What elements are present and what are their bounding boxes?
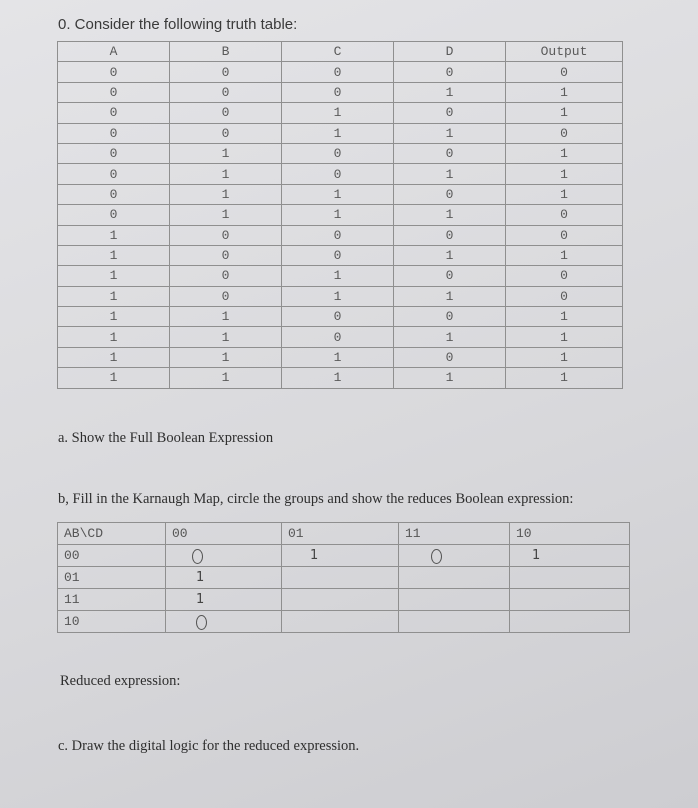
handwritten-value: 1 [310, 548, 319, 563]
cell-b: 0 [170, 123, 282, 143]
cell-a: 0 [58, 143, 170, 163]
kmap-cell[interactable] [166, 589, 282, 611]
cell-a: 1 [58, 266, 170, 286]
kmap-cell[interactable] [166, 567, 282, 589]
kmap-corner-label: AB\CD [58, 523, 166, 545]
cell-b: 0 [170, 286, 282, 306]
cell-b: 1 [170, 143, 282, 163]
truth-table-row [58, 286, 623, 306]
cell-output: 0 [506, 123, 623, 143]
truth-table-row [58, 164, 623, 184]
reduced-expression-label: Reduced expression: [60, 673, 181, 689]
part-c-prompt: c. Draw the digital logic for the reduced expression. [58, 738, 360, 754]
cell-b: 1 [170, 184, 282, 204]
kmap-row-header: 11 [58, 589, 166, 611]
cell-c: 1 [282, 184, 394, 204]
cell-d: 0 [394, 307, 506, 327]
cell-output: 1 [506, 327, 623, 347]
truth-table-row [58, 103, 623, 123]
cell-output: 0 [506, 205, 623, 225]
kmap-cell[interactable] [282, 611, 399, 633]
cell-d: 1 [394, 205, 506, 225]
cell-b: 1 [170, 368, 282, 388]
cell-c: 0 [282, 164, 394, 184]
kmap-col-10: 10 [510, 523, 630, 545]
kmap-cell[interactable] [399, 611, 510, 633]
cell-a: 1 [58, 225, 170, 245]
handwritten-zero-icon [196, 615, 207, 630]
cell-output: 0 [506, 266, 623, 286]
cell-d: 0 [394, 184, 506, 204]
question-0-title: 0. Consider the following truth table: [58, 16, 298, 33]
header-output: Output [506, 42, 623, 62]
cell-b: 0 [170, 225, 282, 245]
kmap-cell[interactable] [399, 545, 510, 567]
kmap-row-header: 00 [58, 545, 166, 567]
cell-b: 0 [170, 245, 282, 265]
cell-a: 0 [58, 62, 170, 82]
kmap-cell[interactable] [282, 567, 399, 589]
cell-d: 0 [394, 62, 506, 82]
kmap-row [58, 611, 630, 633]
cell-d: 0 [394, 143, 506, 163]
handwritten-value: 1 [196, 592, 205, 607]
cell-output: 1 [506, 347, 623, 367]
kmap-row [58, 545, 630, 567]
kmap-col-01: 01 [282, 523, 399, 545]
cell-b: 1 [170, 307, 282, 327]
truth-table-row [58, 347, 623, 367]
karnaugh-map [57, 522, 630, 633]
cell-a: 0 [58, 123, 170, 143]
kmap-cell[interactable] [282, 545, 399, 567]
cell-output: 0 [506, 62, 623, 82]
cell-c: 0 [282, 327, 394, 347]
kmap-row-header: 10 [58, 611, 166, 633]
cell-d: 0 [394, 103, 506, 123]
cell-c: 0 [282, 225, 394, 245]
cell-output: 1 [506, 164, 623, 184]
handwritten-value: 1 [196, 570, 205, 585]
cell-c: 0 [282, 82, 394, 102]
cell-d: 1 [394, 327, 506, 347]
cell-d: 1 [394, 123, 506, 143]
cell-a: 1 [58, 245, 170, 265]
truth-table-row [58, 327, 623, 347]
handwritten-zero-icon [192, 549, 203, 564]
cell-output: 1 [506, 184, 623, 204]
cell-b: 0 [170, 82, 282, 102]
cell-a: 0 [58, 184, 170, 204]
cell-d: 0 [394, 266, 506, 286]
truth-table-header-row [58, 42, 623, 62]
cell-a: 1 [58, 327, 170, 347]
cell-c: 0 [282, 62, 394, 82]
cell-a: 0 [58, 82, 170, 102]
cell-c: 1 [282, 266, 394, 286]
header-b: B [170, 42, 282, 62]
cell-d: 0 [394, 347, 506, 367]
cell-b: 1 [170, 347, 282, 367]
truth-table-row [58, 307, 623, 327]
part-b-prompt: b, Fill in the Karnaugh Map, circle the groups and show the reduces Boolean expression: [58, 491, 574, 507]
truth-table-row [58, 266, 623, 286]
cell-b: 0 [170, 103, 282, 123]
cell-b: 0 [170, 62, 282, 82]
kmap-row-header: 01 [58, 567, 166, 589]
cell-b: 0 [170, 266, 282, 286]
kmap-col-00: 00 [166, 523, 282, 545]
cell-a: 0 [58, 205, 170, 225]
cell-b: 1 [170, 164, 282, 184]
header-a: A [58, 42, 170, 62]
kmap-row [58, 567, 630, 589]
truth-table-row [58, 368, 623, 388]
cell-d: 1 [394, 368, 506, 388]
cell-c: 0 [282, 245, 394, 265]
cell-c: 0 [282, 307, 394, 327]
cell-output: 1 [506, 307, 623, 327]
kmap-cell[interactable] [510, 611, 630, 633]
part-a-prompt: a. Show the Full Boolean Expression [58, 430, 274, 446]
cell-output: 1 [506, 245, 623, 265]
kmap-cell[interactable] [166, 545, 282, 567]
cell-c: 1 [282, 368, 394, 388]
header-c: C [282, 42, 394, 62]
truth-table-row [58, 123, 623, 143]
cell-a: 0 [58, 164, 170, 184]
cell-output: 1 [506, 82, 623, 102]
kmap-cell[interactable] [510, 589, 630, 611]
cell-d: 1 [394, 286, 506, 306]
cell-output: 1 [506, 368, 623, 388]
truth-table-row [58, 205, 623, 225]
cell-d: 1 [394, 82, 506, 102]
cell-a: 0 [58, 103, 170, 123]
cell-c: 1 [282, 286, 394, 306]
handwritten-value: 1 [532, 548, 541, 563]
kmap-cell[interactable] [166, 611, 282, 633]
cell-output: 0 [506, 286, 623, 306]
kmap-cell[interactable] [510, 567, 630, 589]
kmap-cell[interactable] [282, 589, 399, 611]
kmap-row [58, 589, 630, 611]
cell-c: 1 [282, 103, 394, 123]
cell-a: 1 [58, 368, 170, 388]
cell-output: 1 [506, 103, 623, 123]
truth-table [57, 41, 623, 389]
cell-d: 1 [394, 164, 506, 184]
cell-output: 1 [506, 143, 623, 163]
cell-output: 0 [506, 225, 623, 245]
header-d: D [394, 42, 506, 62]
truth-table-row [58, 225, 623, 245]
cell-a: 1 [58, 347, 170, 367]
kmap-cell[interactable] [399, 589, 510, 611]
kmap-cell[interactable] [510, 545, 630, 567]
cell-c: 1 [282, 205, 394, 225]
cell-a: 1 [58, 307, 170, 327]
cell-c: 1 [282, 123, 394, 143]
truth-table-row [58, 82, 623, 102]
cell-c: 0 [282, 143, 394, 163]
cell-c: 1 [282, 347, 394, 367]
truth-table-row [58, 184, 623, 204]
cell-d: 1 [394, 245, 506, 265]
truth-table-row [58, 62, 623, 82]
cell-d: 0 [394, 225, 506, 245]
truth-table-row [58, 245, 623, 265]
truth-table-row [58, 143, 623, 163]
kmap-col-11: 11 [399, 523, 510, 545]
handwritten-zero-icon [431, 549, 442, 564]
cell-b: 1 [170, 205, 282, 225]
kmap-header-row [58, 523, 630, 545]
kmap-cell[interactable] [399, 567, 510, 589]
cell-b: 1 [170, 327, 282, 347]
cell-a: 1 [58, 286, 170, 306]
